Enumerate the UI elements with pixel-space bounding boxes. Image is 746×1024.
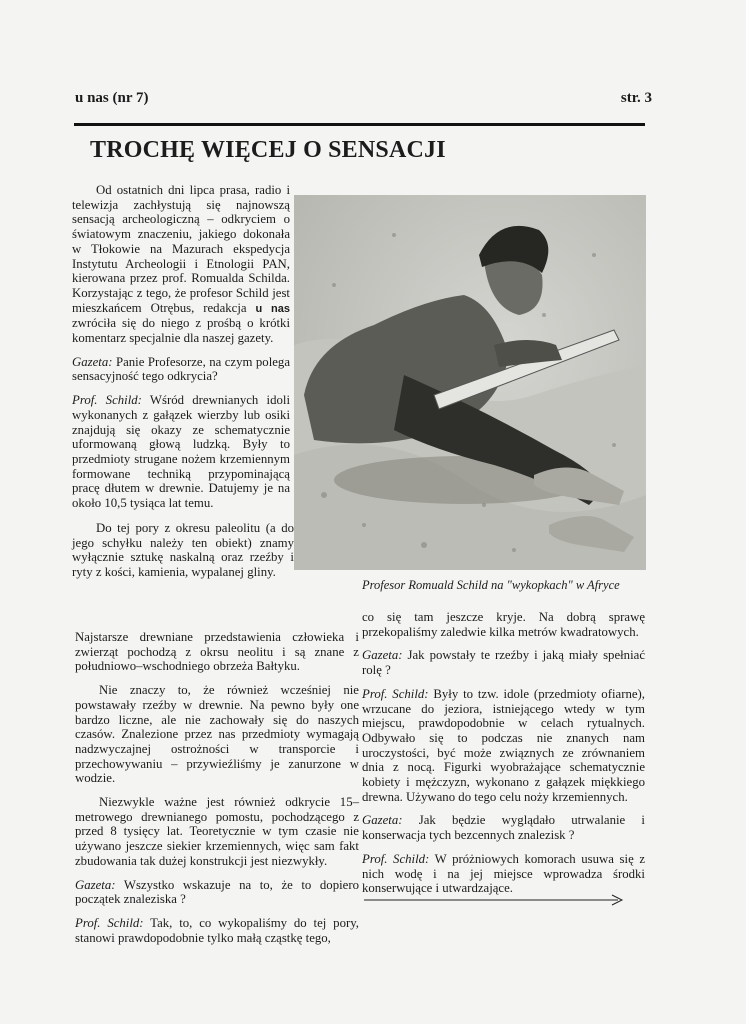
speaker-label: Gazeta: (362, 648, 403, 663)
question-3: Gazeta: Jak powstały te rzeźby i jaką miały spełniać rolę ? (362, 648, 645, 678)
left-lower-column (75, 630, 359, 954)
question-1: Gazeta: Panie Profesorze, na czym polega sensacyjność tego odkrycia? (72, 354, 291, 384)
question-2: Gazeta: Wszystko wskazuje na to, że to dopiero początek znaleziska ? (75, 877, 359, 907)
intro-paragraph: Od ostatnich dni lipca prasa, radio i telewizja zachłystują się najnowszą sensacją archeologiczną – odkryciem o światowym znaczeniu, jakiego dokonała w Tłokowie na Mazurach ekspedycja Instytutu Archeologii i Etnologii PAN, kierowana przez prof. Romualda Schilda. Korzystając z tego, że profesor Schild jest mieszkańcem Otrębus, redakcja u nas zwróciła się do niego z prośbą o krótki komentarz specjalnie dla naszej gazety. (72, 183, 291, 346)
header-issue: u nas (nr 7) (75, 90, 149, 106)
paleolith-paragraph (72, 521, 294, 589)
speaker-label: Prof. Schild: (75, 915, 144, 930)
answer-1: Prof. Schild: Wśród drewnianych idoli wykonanych z gałązek wierzby lub osiki znajdują się okazy ze schematycznie uformowaną głową ludzką. Były to przedmioty strugane nożem krzemiennym formowane techniką przypominającą pracę dłutem w drewnie. Datujemy je na około 10,5 tysiąca lat temu. (72, 393, 291, 511)
speaker-label: Prof. Schild: (362, 851, 430, 866)
answer-2-continued: co się tam jeszcze kryje. Na dobrą sprawę przekopaliśmy zaledwie kilka metrów kwadratowych. (362, 610, 645, 639)
speaker-label: Gazeta: (72, 354, 113, 369)
header-page-number: str. 3 (620, 90, 652, 106)
speaker-label: Gazeta: (362, 813, 403, 828)
speaker-label: Prof. Schild: (72, 393, 142, 408)
right-lower-column (362, 610, 645, 905)
header-rule (74, 123, 645, 126)
answer-2: Prof. Schild: Tak, to, co wykopaliśmy do tej pory, stanowi prawdopodobnie tylko małą cząstkę tego, (75, 915, 360, 945)
paragraph-3: Nie znaczy to, że również wcześniej nie powstawały rzeźby w drewnie. Na pewno były one bardzo liczne, ale nie zachowały się do naszych czasów. Znalezione przez nas przedmioty wymagają nadzwyczajnej ostrożności w transporcie i przechowywaniu – przywieźliśmy je zanurzone w wodzie. (75, 683, 359, 786)
answer-4: Prof. Schild: W próżniowych komorach usuwa się z nich wodę i na jej miejsce wprowadza środki konserwujące i utwardzające. (362, 851, 646, 896)
continued-arrow-icon (362, 893, 628, 907)
question-4: Gazeta: Jak będzie wyglądało utrwalanie i konserwacja tych bezcennych znalezisk ? (362, 813, 645, 843)
article-title: TROCHĘ WIĘCEJ O SENSACJI (90, 137, 446, 163)
brand-mark: u nas (255, 302, 291, 315)
paragraph-2: Do tej pory z okresu paleolitu (a do jego schyłku należy ten obiekt) znamy wyłącznie sztukę naskalną oraz rzeźby i ryty z kości, kamienia, wypalanej gliny. (72, 521, 294, 580)
speaker-label: Gazeta: (75, 877, 116, 892)
paragraph-4: Niezwykle ważne jest również odkrycie 15–metrowego drewnianego pomostu, pochodzącego z przed 8 tysięcy lat. Teoretycznie w tym czasie nie używano jeszcze siekier krzemiennych, więc sam fakt zbudowania tak dużej konstrukcji jest niezwykły. (75, 795, 359, 868)
photo-caption: Profesor Romuald Schild na "wykopkach" w Afryce (362, 578, 620, 592)
answer-3: Prof. Schild: Były to tzw. idole (przedmioty ofiarne), wrzucane do jeziora, istniejącego wtedy w tym miejscu, prawdopodobnie w celach rytualnych. Odbywało się to podczas nie znanych nam uroczystości, być może związnych ze zrównaniem dnia z nocą. Figurki wyobrażające schematycznie kobiety i mężczyzn, wykonano z gałązek miękkiego drewna. Używano do tego celu noży krzemiennych. (362, 686, 645, 804)
speaker-label: Prof. Schild: (362, 686, 429, 701)
intro-column (72, 183, 290, 520)
professor-photo (294, 195, 646, 570)
paragraph-2-continued: Najstarsze drewniane przedstawienia człowieka i zwierząt pochodzą z okrsu neolitu i są znane z południowo–wschodniego obrzeża Bałtyku. (75, 630, 359, 674)
